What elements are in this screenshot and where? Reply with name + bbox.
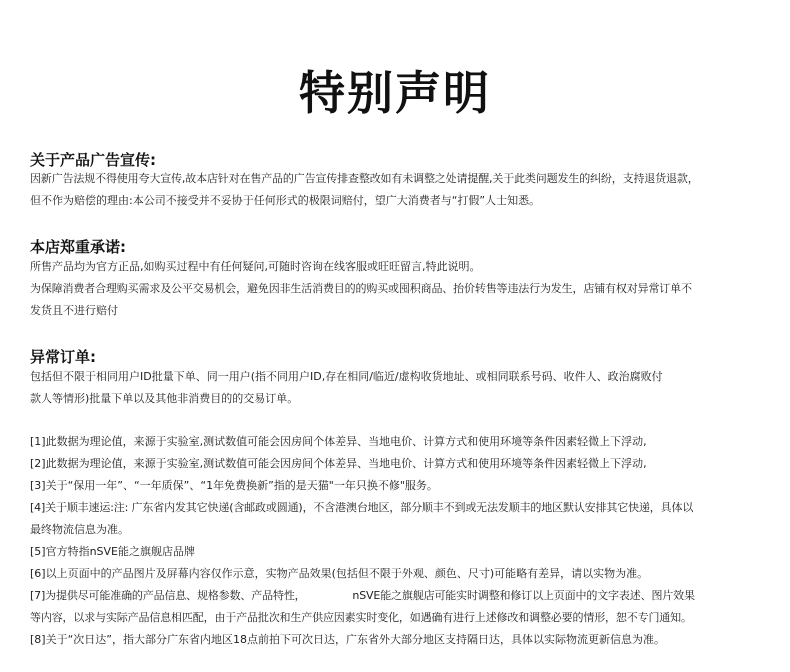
store-promise-line-2: 为保障消费者合理购买需求及公平交易机会，避免因非生活消费目的的购买或囤积商品、抬价转售等违法行为发生，店铺有权对异常订单不 — [30, 282, 692, 295]
abnormal-orders-line-1: 包括但不限于相同用户ID批量下单、同一用户(指不同用户ID,存在相同/临近/虚构收货地址、或相同联系号码、收件人、政治腐败付 — [30, 370, 663, 383]
abnormal-orders-line-2: 款人等情形)批量下单以及其他非消费目的的交易订单。 — [30, 392, 299, 405]
section-heading-abnormal-orders: 异常订单: — [30, 348, 96, 366]
note-line-5: 最终物流信息为准。 — [30, 523, 129, 536]
note-line-4: [4]关于顺丰速运:注: 广东省内发其它快递(含邮政或圆通)，不含港澳台地区，部分顺丰不到或无法发顺丰的地区默认安排其它快递，具体以 — [30, 501, 694, 514]
note-line-1: [1]此数据为理论值，来源于实验室,测试数值可能会因房间个体差异、当地电价、计算方式和使用环境等条件因素轻微上下浮动, — [30, 435, 647, 448]
note-line-10: [8]关于“次日达”，指大部分广东省内地区18点前拍下可次日达，广东省外大部分地区支持隔日达，具体以实际物流更新信息为准。 — [30, 633, 665, 646]
note-line-8: [7]为提供尽可能准确的产品信息、规格参数、产品特性， nSVE能之旗舰店可能实时调整和修订以上页面中的文字表述、图片效果 — [30, 589, 695, 602]
page-title: 特别声明 — [299, 66, 491, 120]
store-promise-line-3: 发货且不进行赔付 — [30, 304, 118, 317]
note-line-9: 等内容，以求与实际产品信息相匹配，由于产品批次和生产供应因素实时变化，如遇确有进行上述修改和调整必要的情形，恕不专门通知。 — [30, 611, 692, 624]
note-line-7: [6]以上页面中的产品图片及屏幕内容仅作示意，实物产品效果(包括但不限于外观、颜色、尺寸)可能略有差异，请以实物为准。 — [30, 567, 649, 580]
section-heading-ad-policy: 关于产品广告宣传: — [30, 151, 156, 169]
note-line-3: [3]关于“保用一年”、“一年质保”、“1年免费换新”指的是天猫"一年只换不修"服务。 — [30, 479, 438, 492]
ad-policy-line-2: 但不作为赔偿的理由:本公司不接受并不妥协于任何形式的极限词赔付，望广大消费者与“打假”人士知悉。 — [30, 194, 541, 207]
section-heading-store-promise: 本店郑重承诺: — [30, 238, 126, 256]
ad-policy-line-1: 因新广告法规不得使用夸大宣传,故本店针对在售产品的广告宣传排查整改如有未调整之处请提醒,关于此类问题发生的纠纷，支持退货退款， — [30, 172, 699, 185]
note-line-6: [5]官方特指nSVE能之旗舰店品牌 — [30, 545, 196, 558]
store-promise-line-1: 所售产品均为官方正品,如购买过程中有任何疑问,可随时咨询在线客服或旺旺留言,特此说明。 — [30, 260, 481, 273]
note-line-2: [2]此数据为理论值，来源于实验室,测试数值可能会因房间个体差异、当地电价、计算方式和使用环境等条件因素轻微上下浮动, — [30, 457, 647, 470]
